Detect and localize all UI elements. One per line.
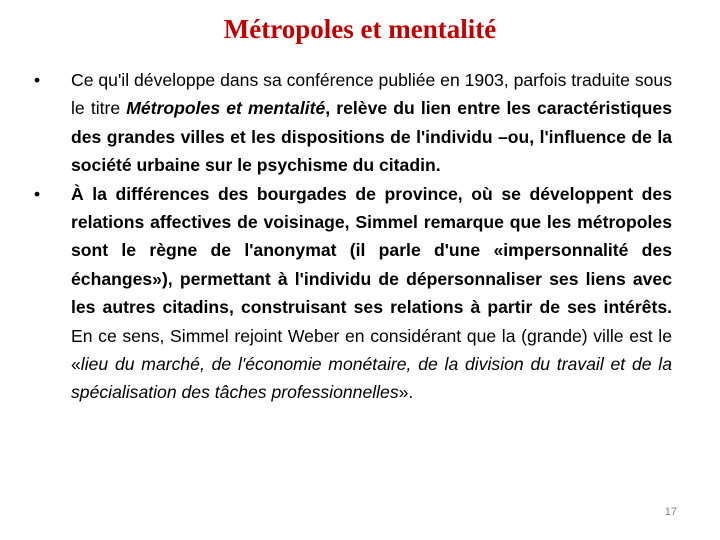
bullet-item — [34, 180, 672, 407]
bullet2-text-part1: À la différences des bourgades de province, où se développent des relations affectives de voisinage, Simmel remarque que les métropoles sont le règne de l'anonymat (il parle d'une «impersonnalité des échanges»), permettant à l'individu de dépersonnaliser ses liens avec les autres citadins, construisant ses relations à partir de ses intérêts. — [71, 183, 672, 318]
bullet-item — [34, 66, 672, 180]
bullet1-text-part1: Ce qu'il développe dans sa conférence publiée en 1903, parfois traduite sous le titre — [71, 70, 672, 119]
bullet1-title-emphasis: Métropoles et mentalité — [126, 98, 326, 119]
bullet2-text-part2: En ce sens, Simmel rejoint Weber en considérant que la (grande) ville est le « — [71, 325, 672, 375]
slide-title: Métropoles et mentalité — [223, 14, 497, 44]
bullet2-text-part4: ». — [398, 382, 414, 403]
bullet1-text-part3: , relève du lien entre les caractéristiques des grandes villes et les dispositions de l'individu –ou, l'influence de la société urbaine sur le psychisme du citadin. — [71, 98, 672, 176]
bullet-icon: • — [34, 183, 41, 204]
page-number: 17 — [664, 506, 677, 518]
bullet2-quote: lieu du marché, de l'économie monétaire, de la division du travail et de la spécialisation des tâches professionnelles — [71, 354, 672, 403]
bullet-icon: • — [34, 70, 41, 90]
bullet-list — [34, 66, 672, 407]
